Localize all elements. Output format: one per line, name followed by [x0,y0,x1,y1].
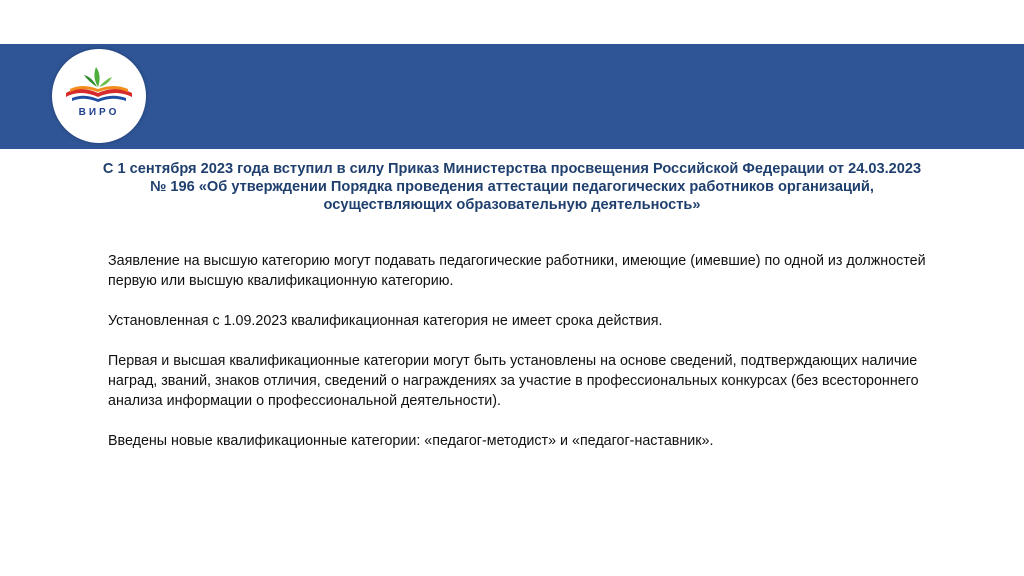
viro-logo [52,49,146,143]
viro-logo-icon [62,63,136,107]
logo-text: ВИРО [78,107,120,118]
paragraph: Первая и высшая квалификационные категории могут быть установлены на основе сведений, подтверждающих наличие наград, званий, знаков отличия, сведений о награждениях за участие в профессиональных конкурсах (без всестороннего анализа информации о профессиональной деятельности). [108,353,919,409]
paragraph: Заявление на высшую категорию могут подавать педагогические работники, имеющие (имевшие) по одной из должностей первую или высшую квалификационную категорию. [108,253,926,289]
paragraph: Установленная с 1.09.2023 квалификационная категория не имеет срока действия. [108,313,663,329]
paragraph: Введены новые квалификационные категории: «педагог-методист» и «педагог-наставник». [108,433,714,449]
header-band [0,44,1024,149]
body-text [108,251,938,471]
page-title: С 1 сентября 2023 года вступил в силу Приказ Министерства просвещения Российской Федерации от 24.03.2023 № 196 «Об утверждении Порядка проведения аттестации педагогических работников организаций, осуществляющих образовательную деятельность» [102,161,922,213]
